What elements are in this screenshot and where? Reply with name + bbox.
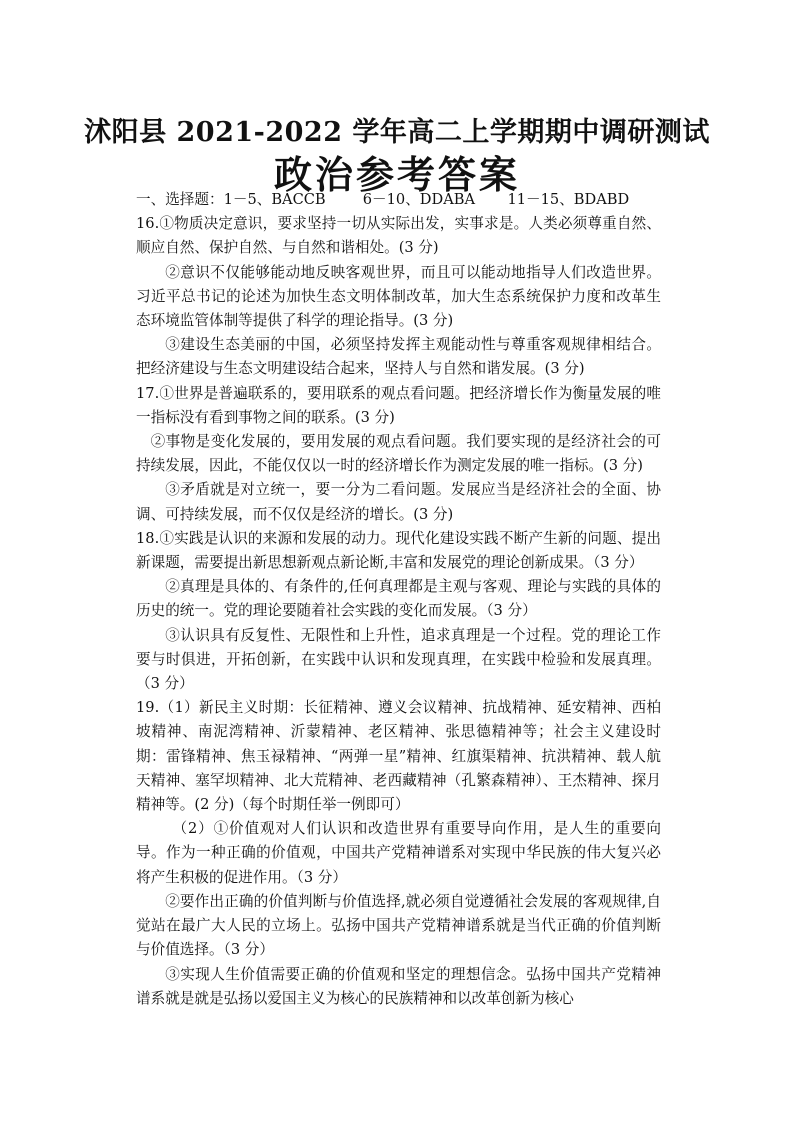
answer-body (136, 188, 661, 1011)
q19-part-2-point-3: ③实现人生价值需要正确的价值观和坚定的理想信念。弘扬中国共产党精神谱系就是就是弘扬以爱国主义为核心的民族精神和以改革创新为核心 (136, 965, 661, 1007)
multiple-choice-answers: 一、选择题：1－5、BACCB 6－10、DDABA 11－15、BDABD (136, 191, 630, 208)
q17-point-2: ②事物是变化发展的，要用发展的观点看问题。我们要实现的是经济社会的可持续发展，因此，不能仅仅以一时的经济增长作为测定发展的唯一指标。(3 分) (136, 433, 661, 475)
document-subtitle: 政治参考答案 (273, 152, 520, 197)
q19-part-2-point-2: ②要作出正确的价值判断与价值选择,就必须自觉遵循社会发展的客观规律,自觉站在最广大人民的立场上。弘扬中国共产党精神谱系就是当代正确的价值判断与价值选择。（3 分） (136, 892, 661, 959)
q16-point-2: ②意识不仅能够能动地反映客观世界，而且可以能动地指导人们改造世界。习近平总书记的论述为加快生态文明体制改革，加大生态系统保护力度和改革生态环境监管体制等提供了科学的理论指导。(3 分) (136, 263, 661, 330)
q17-point-1: 17.①世界是普遍联系的，要用联系的观点看问题。把经济增长作为衡量发展的唯一指标没有看到事物之间的联系。(3 分) (136, 384, 661, 426)
q19-part-2-point-1: （2）①价值观对人们认识和改造世界有重要导向作用，是人生的重要向导。作为一种正确的价值观，中国共产党精神谱系对实现中华民族的伟大复兴必将产生积极的促进作用。（3 分） (136, 820, 661, 886)
q17-point-3: ③矛盾就是对立统一，要一分为二看问题。发展应当是经济社会的全面、协调、可持续发展，而不仅仅是经济的增长。(3 分) (136, 481, 661, 523)
q16-point-1: 16.①物质决定意识，要求坚持一切从实际出发，实事求是。人类必须尊重自然、顺应自然、保护自然、与自然和谐相处。(3 分) (136, 215, 661, 257)
q18-point-3: ③认识具有反复性、无限性和上升性，追求真理是一个过程。党的理论工作要与时俱进，开拓创新，在实践中认识和发现真理，在实践中检验和发展真理。（3 分） (136, 626, 661, 693)
document-title: 沭阳县 2021-2022 学年高二上学期期中调研测试 (84, 117, 710, 148)
q18-point-2: ②真理是具体的、有条件的,任何真理都是主观与客观、理论与实践的具体的历史的统一。党的理论要随着社会实践的变化而发展。（3 分） (136, 578, 661, 620)
q19-part-1: 19.（1）新民主义时期：长征精神、遵义会议精神、抗战精神、延安精神、西柏坡精神、南泥湾精神、沂蒙精神、老区精神、张思德精神等；社会主义建设时期：雷锋精神、焦玉禄精神、“两弹一星”精神、红旗渠精神、抗洪精神、载人航天精神、塞罕坝精神、北大荒精神、老西藏精神（孔繁森精神）、王杰精神、探月精神等。(2 分)（每个时期任举一例即可） (136, 699, 661, 814)
q18-point-1: 18.①实践是认识的来源和发展的动力。现代化建设实践不断产生新的问题、提出新课题，需要提出新思想新观点新论断,丰富和发展党的理论创新成果。（3 分） (136, 529, 661, 572)
q16-point-3: ③建设生态美丽的中国，必须坚持发挥主观能动性与尊重客观规律相结合。把经济建设与生态文明建设结合起来，坚持人与自然和谐发展。(3 分) (136, 336, 661, 378)
